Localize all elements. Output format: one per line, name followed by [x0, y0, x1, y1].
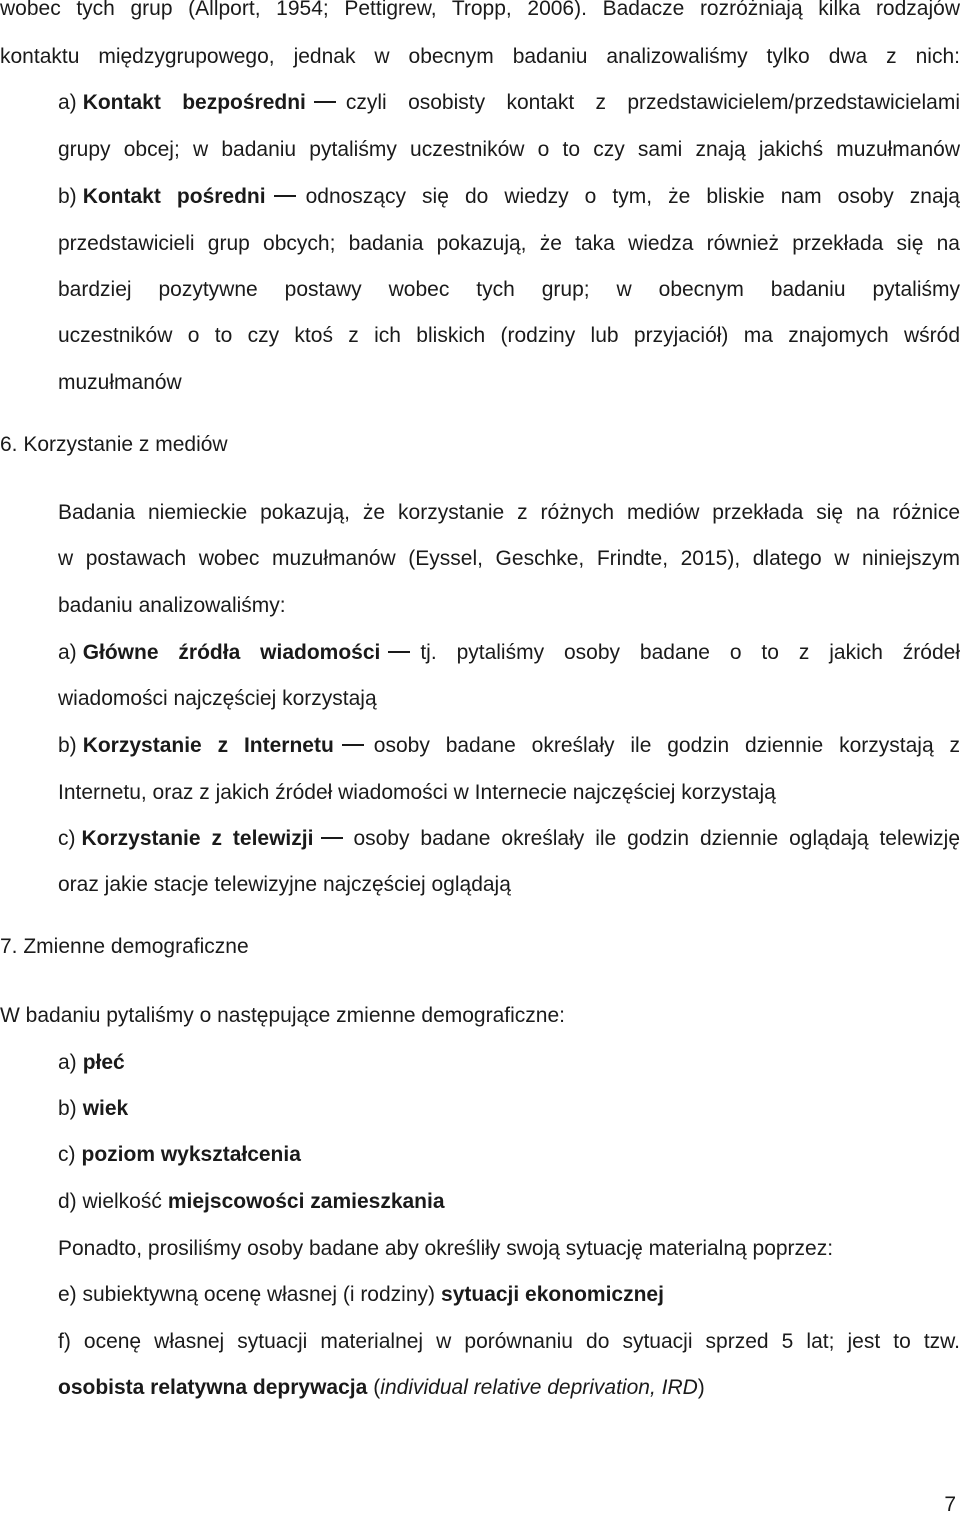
list-item-contact-direct [58, 90, 960, 116]
list-marker: d) wielkość [58, 1190, 162, 1213]
paragraph-line: Ponadto, prosiliśmy osoby badane aby określiły swoją sytuację materialną poprzez: [58, 1237, 834, 1260]
paragraph-line: w postawach wobec muzułmanów (Eyssel, Geschke, Frindte, 2015), dlatego w niniejszym [58, 547, 960, 570]
paragraph-line: kontaktu międzygrupowego, jednak w obecnym badaniu analizowaliśmy tylko dwa z nich: [0, 45, 960, 68]
term-bold: osobista relatywna deprywacja [58, 1376, 368, 1399]
list-item-residence-size [58, 1189, 960, 1215]
definition-text: tj. pytaliśmy osoby badane o to z jakich źródeł [420, 641, 960, 664]
list-item-contact-indirect [58, 184, 960, 210]
definition-text: czyli osobisty kontakt z przedstawicielem/przedstawicielami [345, 91, 960, 114]
list-item-continuation: wiadomości najczęściej korzystają [58, 687, 377, 710]
dash-icon [342, 744, 364, 746]
list-item-age [58, 1096, 960, 1122]
list-item-continuation: uczestników o to czy ktoś z ich bliskich (rodziny lub przyjaciół) ma znajomych wśród [58, 324, 960, 347]
list-item-continuation: muzułmanów [58, 371, 182, 394]
term-bold: poziom wykształcenia [81, 1143, 301, 1166]
definition-text: osoby badane określały ile godzin dziennie oglądają telewizję [353, 827, 960, 850]
term-bold: Kontakt pośredni [82, 185, 266, 208]
list-item-continuation [58, 1375, 960, 1401]
list-item-tv-use [58, 826, 960, 852]
section-heading-6: 6. Korzystanie z mediów [0, 433, 228, 456]
term-italic: individual relative deprivation, IRD [380, 1376, 698, 1399]
list-marker: c) [58, 827, 76, 850]
list-marker: a) [58, 641, 77, 664]
term-bold: wiek [82, 1097, 129, 1120]
list-item-continuation: grupy obcej; w badaniu pytaliśmy uczestników o to czy sami znają jakichś muzułmanów [58, 138, 960, 161]
section-heading-7: 7. Zmienne demograficzne [0, 935, 249, 958]
list-item-gender [58, 1050, 960, 1076]
term-bold: Korzystanie z Internetu [82, 734, 334, 757]
list-marker: b) [58, 734, 77, 757]
paren-close: ) [697, 1376, 705, 1399]
paragraph-line: badaniu analizowaliśmy: [58, 594, 286, 617]
list-item-economic-situation [58, 1282, 960, 1308]
paragraph-line: W badaniu pytaliśmy o następujące zmienne demograficzne: [0, 1004, 565, 1027]
paragraph-line: Badania niemieckie pokazują, że korzystanie z różnych mediów przekłada się na różnice [58, 501, 960, 524]
list-marker: a) [58, 1051, 77, 1074]
list-text: e) subiektywną ocenę własnej (i rodziny) [58, 1283, 436, 1306]
dash-icon [314, 101, 336, 103]
term-bold: Główne źródła wiadomości [82, 641, 381, 664]
list-item-continuation: Internetu, oraz z jakich źródeł wiadomości w Internecie najczęściej korzystają [58, 781, 776, 804]
term-bold: Korzystanie z telewizji [81, 827, 314, 850]
term-bold: miejscowości zamieszkania [167, 1190, 445, 1213]
definition-text: osoby badane określały ile godzin dziennie korzystają z [373, 734, 960, 757]
dash-icon [388, 651, 410, 653]
list-item-news-sources [58, 640, 960, 666]
list-item-continuation: bardziej pozytywne postawy wobec tych grup; w obecnym badaniu pytaliśmy [58, 278, 960, 301]
paragraph-line: wobec tych grup (Allport, 1954; Pettigrew, Tropp, 2006). Badacze rozróżniają kilka rodzajów [0, 0, 960, 20]
list-item-continuation: oraz jakie stacje telewizyjne najczęściej oglądają [58, 873, 511, 896]
list-marker: c) [58, 1143, 76, 1166]
list-item-education [58, 1142, 960, 1168]
list-marker: b) [58, 185, 77, 208]
list-item-internet-use [58, 733, 960, 759]
page-number: 7 [944, 1493, 956, 1516]
paren-open: ( [373, 1376, 381, 1399]
term-bold: sytuacji ekonomicznej [441, 1283, 664, 1306]
dash-icon [321, 837, 343, 839]
term-bold: Kontakt bezpośredni [82, 91, 306, 114]
list-marker: b) [58, 1097, 77, 1120]
list-item-material-comparison: f) ocenę własnej sytuacji materialnej w porównaniu do sytuacji sprzed 5 lat; jest to tzw. [58, 1330, 960, 1353]
term-bold: płeć [82, 1051, 125, 1074]
list-item-continuation: przedstawicieli grup obcych; badania pokazują, że taka wiedza również przekłada się na [58, 232, 960, 255]
dash-icon [274, 195, 296, 197]
definition-text: odnoszący się do wiedzy o tym, że bliskie nam osoby znają [305, 185, 960, 208]
list-marker: a) [58, 91, 77, 114]
